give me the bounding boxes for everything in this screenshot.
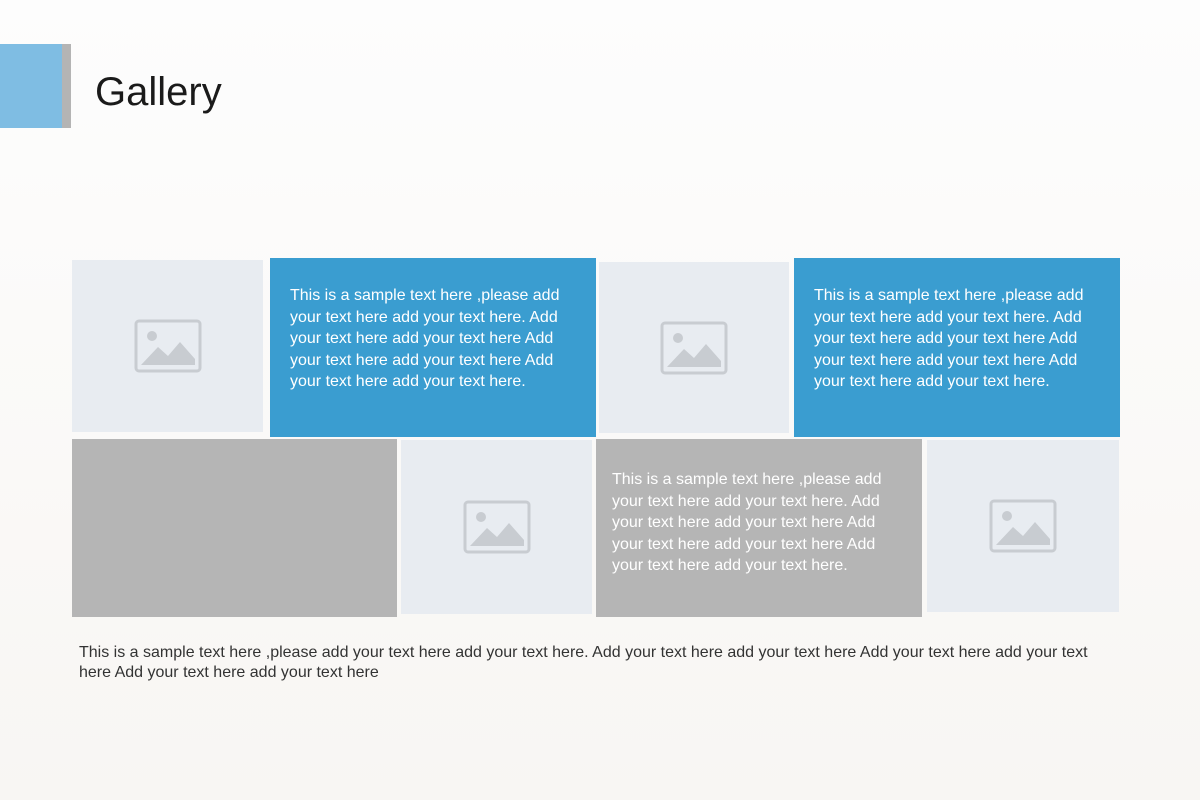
gallery-caption: This is a sample text here ,please add your text here add your text here. Add your text here add your text here Add your text here add your text here Add your text here add your text here	[79, 644, 1088, 681]
image-placeholder-icon	[134, 319, 202, 373]
gallery-text-tile-3	[596, 439, 922, 617]
gallery-image-2	[599, 262, 789, 433]
image-placeholder-icon	[660, 321, 728, 375]
gallery-image-4	[927, 440, 1119, 612]
gallery-text-tile-1	[270, 258, 596, 437]
gallery-gray-block	[72, 439, 397, 617]
image-placeholder-icon	[463, 500, 531, 554]
gallery-image-3	[401, 440, 592, 614]
image-placeholder-icon	[989, 499, 1057, 553]
title-accent-divider	[62, 44, 71, 128]
gallery-text-tile-2	[794, 258, 1120, 437]
tile-text-3: This is a sample text here ,please add your text here add your text here. Add your text here add your text here Add your text here add your text here Add your text here add your text here.	[612, 471, 882, 574]
slide-title: Gallery	[95, 70, 222, 114]
tile-text-2: This is a sample text here ,please add your text here add your text here. Add your text here add your text here Add your text here add your text here Add your text here add your text here.	[814, 287, 1084, 390]
tile-text-1: This is a sample text here ,please add your text here add your text here. Add your text here add your text here Add your text here add your text here Add your text here add your text here.	[290, 287, 560, 390]
gallery-image-1	[72, 260, 263, 432]
title-accent-block	[0, 44, 62, 128]
